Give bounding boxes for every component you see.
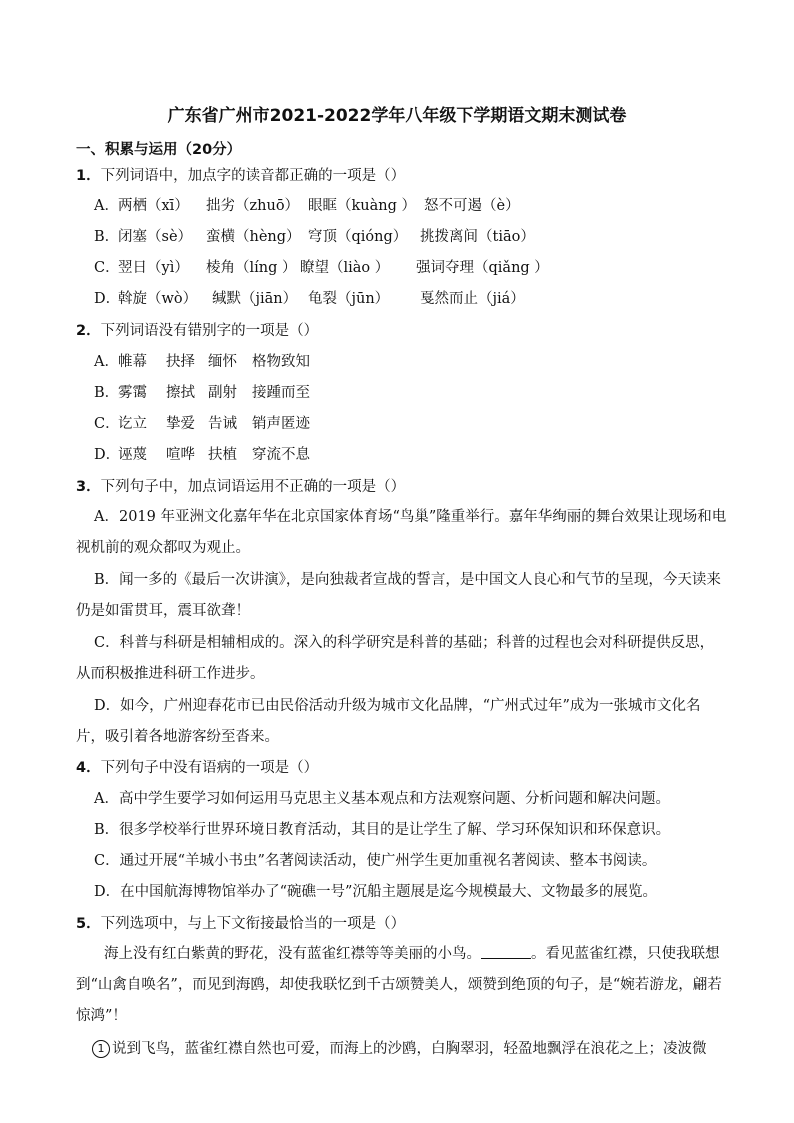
- option-item: 帷幕: [118, 354, 147, 370]
- question-3: [76, 477, 405, 497]
- option-item: 雾霭: [118, 385, 147, 401]
- q5-choice-1: [92, 1039, 707, 1059]
- question-number: 1．: [76, 168, 101, 184]
- option-item: 眼眶（kuàng ）: [308, 198, 416, 214]
- question-number: 3．: [76, 479, 101, 495]
- option-item: 棱角（líng ）: [206, 260, 297, 276]
- option-item: 销声匿迹: [252, 416, 310, 432]
- option-label: D．: [94, 447, 121, 463]
- option-item: 缄默（jiān）: [212, 291, 298, 307]
- option-item: 龟裂（jūn）: [308, 291, 390, 307]
- question-number: 4．: [76, 760, 101, 776]
- option-item: 格物致知: [252, 354, 310, 370]
- option-item: 怒不可遏（è）: [424, 198, 520, 214]
- question-stem: 下列句子中没有语病的一项是（）: [100, 760, 319, 776]
- option-item: 喧哗: [166, 447, 195, 463]
- option-item: 穹顶（qióng）: [308, 229, 408, 245]
- q4-option-b: B．很多学校举行世界环境日教育活动，其目的是让学生了解、学习环保知识和环保意识。: [94, 822, 671, 838]
- option-item: 斡旋（wò）: [118, 291, 198, 307]
- option-item: 瞭望（liào ）: [300, 260, 390, 276]
- section-heading: 一、积累与运用（20分）: [76, 142, 242, 158]
- option-item: 穿流不息: [252, 447, 310, 463]
- option-item: 诬蔑: [118, 447, 147, 463]
- option-item: 挑拨离间（tiāo）: [420, 229, 535, 245]
- option-label: C．: [94, 416, 120, 432]
- option-label: B．: [94, 229, 120, 245]
- option-item: 抉择: [166, 354, 195, 370]
- option-label: D．: [94, 291, 121, 307]
- q3-option-b: B．闻一多的《最后一次讲演》，是向独裁者宣战的誓言，是中国文人良心和气节的呈现，今天读来仍是如雷贯耳，震耳欲聋！: [76, 572, 721, 619]
- q5-passage: [76, 939, 728, 1032]
- q3-option-a: A．2019 年亚洲文化嘉年华在北京国家体育场“鸟巢”隆重举行。嘉年华绚丽的舞台效果让现场和电视机前的观众都叹为观止。: [76, 509, 727, 556]
- circled-number-1: 1: [92, 1040, 110, 1058]
- question-1: [76, 166, 405, 186]
- option-item: 强词夺理（qiǎng ）: [416, 260, 549, 276]
- option-label: B．: [94, 385, 120, 401]
- choice-text: 说到飞鸟，蓝雀红襟自然也可爱，而海上的沙鸥，白胸翠羽，轻盈地飘浮在浪花之上；凌波微: [112, 1041, 707, 1057]
- option-item: 挚爱: [166, 416, 195, 432]
- q4-option-a: A．高中学生要学习如何运用马克思主义基本观点和方法观察问题、分析问题和解决问题。: [94, 791, 670, 807]
- option-label: A．: [94, 354, 119, 370]
- q4-option-d: D．在中国航海博物馆举办了“碗礁一号”沉船主题展是迄今规模最大、文物最多的展览。: [94, 884, 657, 900]
- question-2: [76, 321, 318, 341]
- question-number: 5．: [76, 916, 101, 932]
- fill-blank: [481, 944, 531, 959]
- option-item: 两栖（xī）: [118, 198, 189, 214]
- option-item: 戛然而止（jiá）: [420, 291, 525, 307]
- question-stem: 下列句子中，加点词语运用不正确的一项是（）: [100, 479, 406, 495]
- question-5: [76, 914, 405, 934]
- q4-option-c: C．通过开展“羊城小书虫”名著阅读活动，使广州学生更加重视名著阅读、整本书阅读。: [94, 853, 657, 869]
- option-item: 拙劣（zhuō）: [206, 198, 300, 214]
- passage-part-2: 。看见蓝雀红襟，只使我联想到“山禽自唤名”，而见到海鸥，却使我联忆到千古颂赞美人，颂赞到绝顶的句子，是“婉若游龙，翩若惊鸿”！: [76, 946, 722, 1024]
- option-item: 蛮横（hèng）: [206, 229, 301, 245]
- question-stem: 下列词语中，加点字的读音都正确的一项是（）: [100, 168, 406, 184]
- option-item: 缅怀: [208, 354, 237, 370]
- option-item: 接踵而至: [252, 385, 310, 401]
- option-item: 讫立: [118, 416, 147, 432]
- option-item: 扶植: [208, 447, 237, 463]
- option-label: A．: [94, 198, 119, 214]
- page-title: 广东省广州市2021-2022学年八年级下学期语文期末测试卷: [167, 106, 627, 126]
- option-item: 翌日（yì）: [118, 260, 189, 276]
- option-item: 擦拭: [166, 385, 195, 401]
- question-stem: 下列词语没有错别字的一项是（）: [100, 323, 319, 339]
- question-4: [76, 758, 318, 778]
- q3-option-d: D．如今，广州迎春花市已由民俗活动升级为城市文化品牌，“广州式过年”成为一张城市文化名片，吸引着各地游客纷至沓来。: [76, 698, 701, 745]
- question-stem: 下列选项中，与上下文衔接最恰当的一项是（）: [100, 916, 406, 932]
- option-label: C．: [94, 260, 120, 276]
- question-number: 2．: [76, 323, 101, 339]
- passage-part-1: 海上没有红白紫黄的野花，没有蓝雀红襟等等美丽的小鸟。: [104, 946, 481, 962]
- option-item: 副射: [208, 385, 237, 401]
- option-item: 告诫: [208, 416, 237, 432]
- option-item: 闭塞（sè）: [118, 229, 193, 245]
- q3-option-c: C．科普与科研是相辅相成的。深入的科学研究是科普的基础；科普的过程也会对科研提供反思，从而积极推进科研工作进步。: [76, 635, 715, 682]
